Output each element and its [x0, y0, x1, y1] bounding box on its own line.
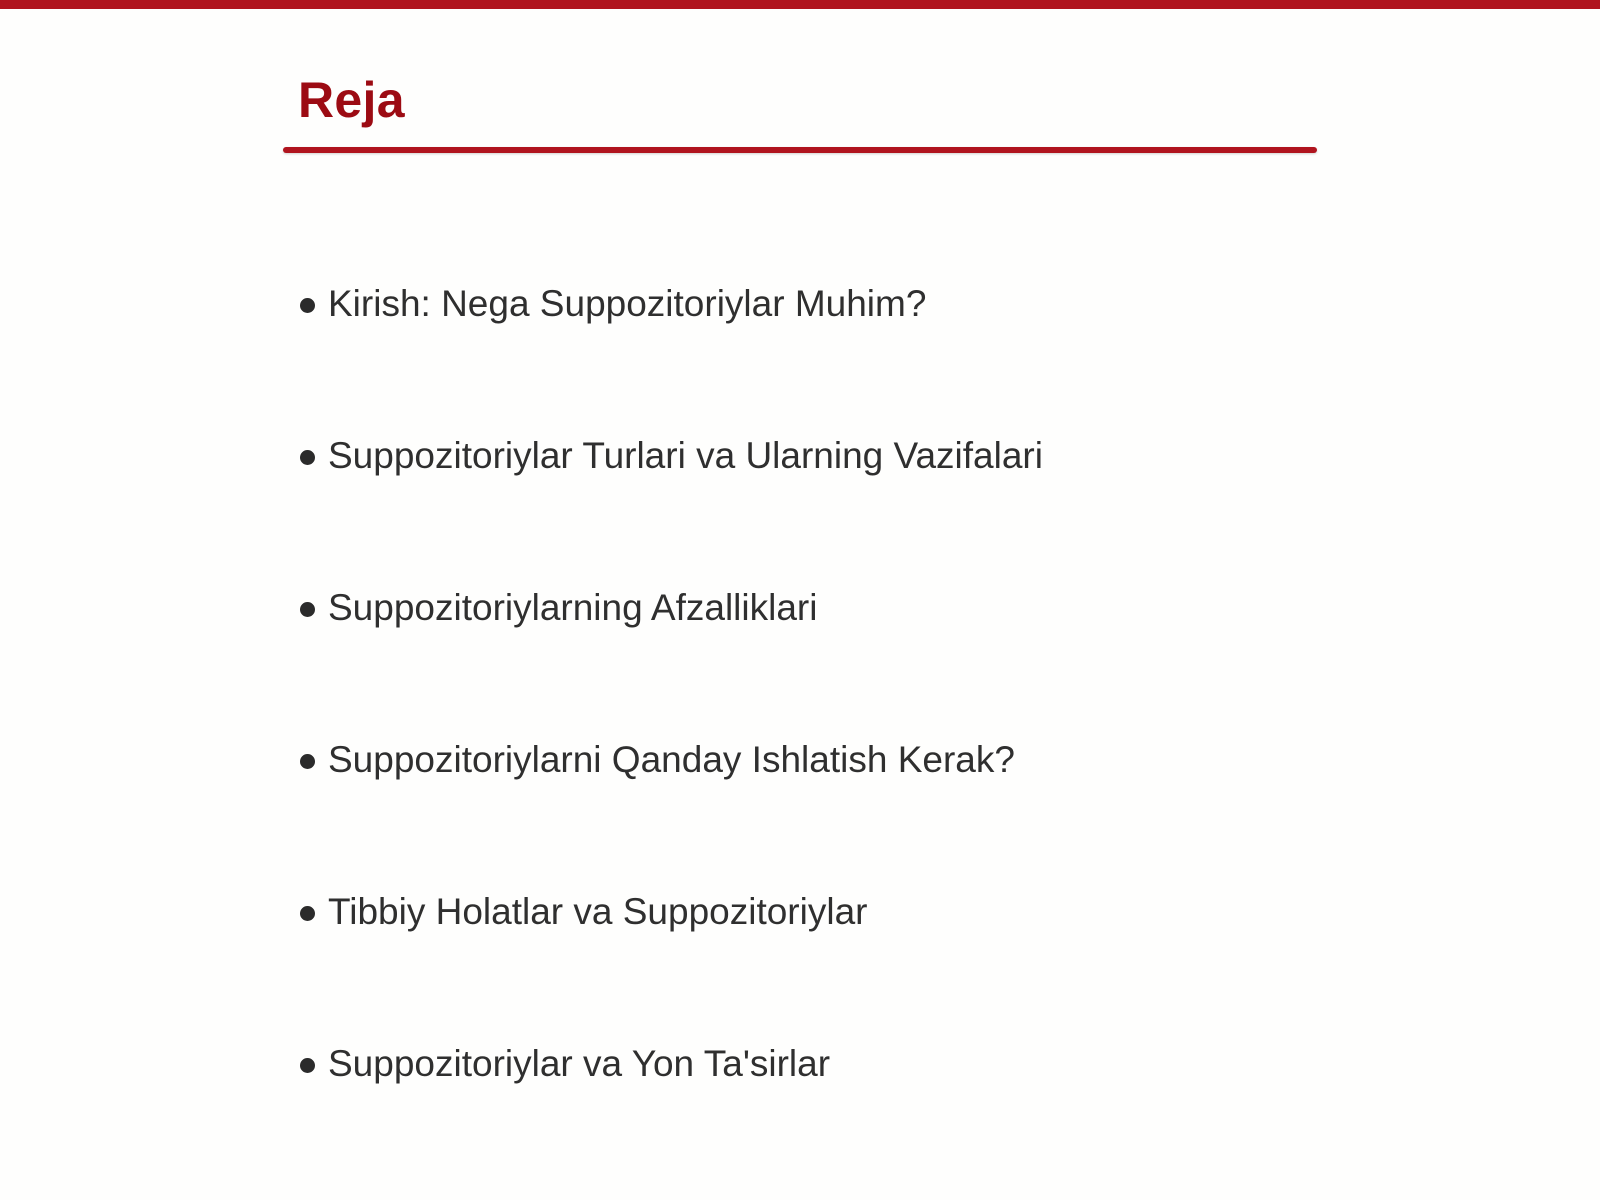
- agenda-item-label: Tibbiy Holatlar va Suppozitoriylar: [328, 891, 868, 932]
- title-underline: [283, 147, 1317, 153]
- agenda-item: [300, 734, 1043, 786]
- agenda-item-label: Suppozitoriylar Turlari va Ularning Vazifalari: [328, 435, 1043, 476]
- bullet-icon: [300, 602, 315, 617]
- slide-title: Reja: [298, 72, 405, 128]
- agenda-item: [300, 278, 1043, 330]
- bullet-icon: [300, 906, 315, 921]
- bullet-icon: [300, 298, 315, 313]
- bullet-icon: [300, 754, 315, 769]
- agenda-item-label: Kirish: Nega Suppozitoriylar Muhim?: [328, 283, 927, 324]
- bullet-icon: [300, 1058, 315, 1073]
- agenda-item: [300, 1038, 1043, 1090]
- agenda-item: [300, 430, 1043, 482]
- agenda-item: [300, 886, 1043, 938]
- agenda-item-label: Suppozitoriylarni Qanday Ishlatish Kerak?: [328, 739, 1015, 780]
- bullet-icon: [300, 450, 315, 465]
- agenda-list: [300, 278, 1043, 1190]
- agenda-item-label: Suppozitoriylarning Afzalliklari: [328, 587, 818, 628]
- agenda-item: [300, 582, 1043, 634]
- top-accent-bar: [0, 0, 1600, 9]
- agenda-item-label: Suppozitoriylar va Yon Ta'sirlar: [328, 1043, 831, 1084]
